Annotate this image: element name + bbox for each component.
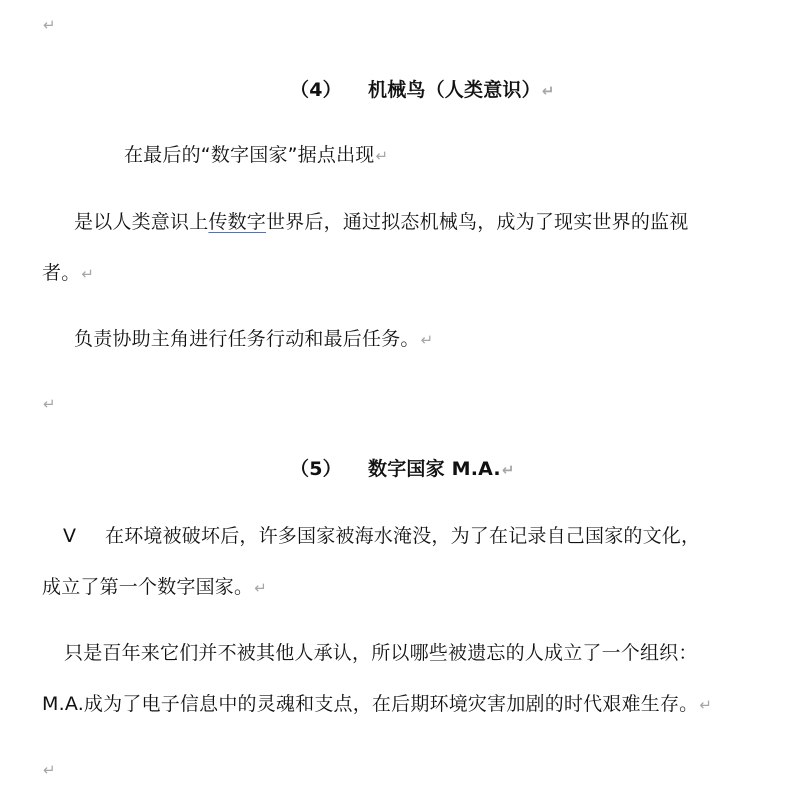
- section-5-title: 数字国家 M.A.: [368, 458, 501, 480]
- empty-paragraph: [42, 391, 56, 416]
- section-4-title: 机械鸟（人类意识）: [368, 79, 541, 101]
- section-5-number: （5）: [290, 458, 342, 480]
- grammar-underlined-text[interactable]: 传数字: [208, 211, 267, 233]
- section-4-line-2: [74, 210, 688, 234]
- section-4-number: （4）: [290, 79, 342, 101]
- paragraph-mark: ↵: [43, 16, 56, 34]
- paragraph-mark: ↵: [43, 395, 56, 413]
- section-5-line-3: [64, 641, 698, 665]
- section-4-heading: [290, 78, 555, 103]
- paragraph-text: 者。: [42, 262, 81, 284]
- paragraph-text: M.A.成为了电子信息中的灵魂和支点，在后期环境灾害加剧的时代艰难生存。: [42, 693, 699, 715]
- section-5-line-2: [42, 575, 267, 600]
- section-5-heading: [290, 457, 515, 482]
- paragraph-mark: ↵: [420, 331, 434, 349]
- section-4-line-1: [124, 143, 388, 168]
- paragraph-text: 在最后的“数字国家”据点出现: [124, 144, 375, 166]
- section-5-line-4: [42, 692, 712, 717]
- paragraph-text: 负责协助主角进行任务行动和最后任务。: [74, 328, 420, 350]
- paragraph-mark: ↵: [43, 761, 56, 779]
- paragraph-mark: ↵: [501, 461, 515, 479]
- paragraph-text: 世界后，通过拟态机械鸟，成为了现实世界的监视: [266, 211, 689, 233]
- empty-paragraph: [42, 12, 56, 37]
- section-4-line-3: [42, 261, 94, 286]
- paragraph-text: 成立了第一个数字国家。: [42, 576, 254, 598]
- paragraph-mark: ↵: [375, 147, 389, 165]
- paragraph-mark: ↵: [699, 696, 713, 714]
- paragraph-mark: ↵: [81, 265, 95, 283]
- paragraph-text: 是以人类意识上: [74, 211, 209, 233]
- paragraph-text: 在环境被破坏后，许多国家被海水淹没，为了在记录自己国家的文化，: [105, 525, 701, 547]
- section-5-line-1: [63, 524, 700, 548]
- bullet-v: V: [63, 525, 77, 547]
- section-4-line-4: [74, 327, 433, 352]
- empty-paragraph: [42, 757, 56, 782]
- paragraph-text: 只是百年来它们并不被其他人承认，所以哪些被遗忘的人成立了一个组织：: [64, 642, 698, 664]
- paragraph-mark: ↵: [541, 82, 555, 100]
- paragraph-mark: ↵: [254, 579, 267, 597]
